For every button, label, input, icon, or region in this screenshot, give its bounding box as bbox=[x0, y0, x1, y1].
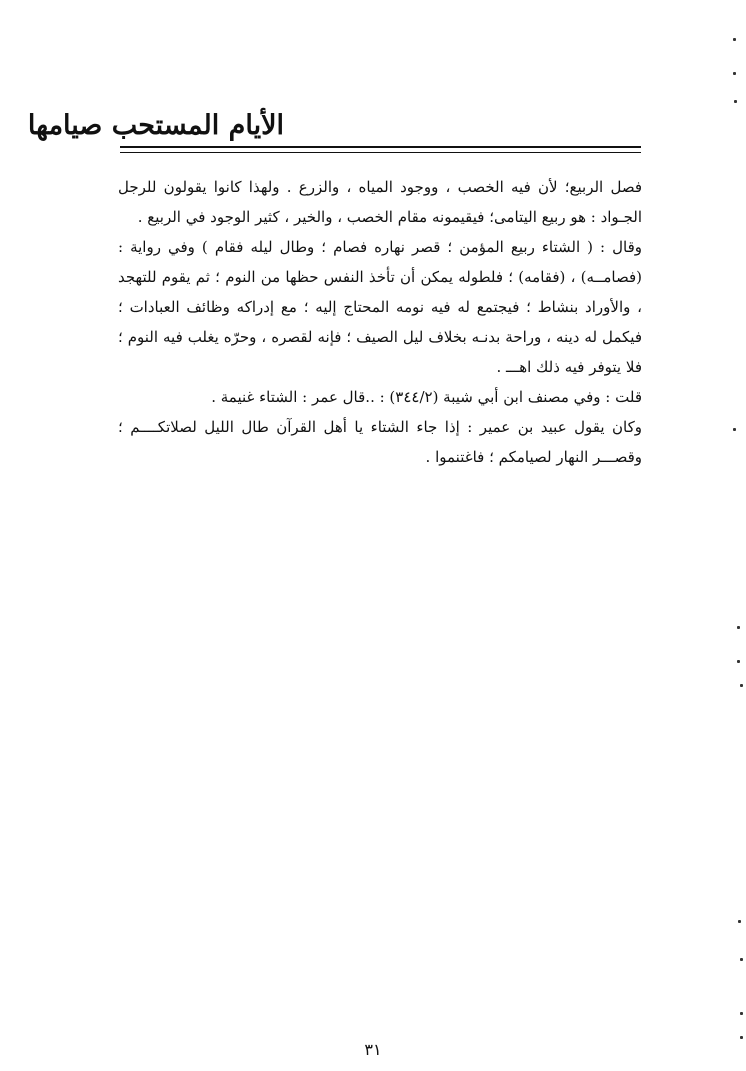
scan-speck bbox=[740, 1012, 743, 1015]
scan-speck bbox=[737, 660, 740, 663]
header-rule-thick bbox=[120, 146, 641, 148]
scan-speck bbox=[738, 920, 741, 923]
paragraph-2: وقال : ( الشتاء ربيع المؤمن ؛ قصر نهاره فصام ؛ وطال ليله فقام ) وفي رواية : (فصامــه) ، (فقامه) ؛ فلطوله يمكن أن تأخذ النفس حظها من النوم ؛ ثم يقوم للتهجد ، والأوراد بنشاط ؛ فيجتمع له فيه نومه المحتاج إليه ؛ مع إدراكه وظائف العبادات ؛ فيكمل له دينه ، وراحة بدنـه بخلاف ليل الصيف ؛ فإنه لقصره ، وحرّه يغلب فيه النوم ؛ فلا يتوفر فيه ذلك اهـــ . bbox=[118, 238, 642, 376]
body-text bbox=[118, 172, 642, 472]
paragraph-4: وكان يقول عبيد بن عمير : إذا جاء الشتاء يا أهل القرآن طال الليل لصلاتكــــم ؛ وقصـــر النهار لصيامكم ؛ فاغتنموا . bbox=[118, 418, 642, 466]
scan-speck bbox=[734, 100, 737, 103]
scan-speck bbox=[733, 72, 736, 75]
scan-speck bbox=[733, 428, 736, 431]
scan-speck bbox=[733, 38, 736, 41]
paragraph-1: فصل الربيع؛ لأن فيه الخصب ، ووجود المياه ، والزرع . ولهذا كانوا يقولون للرجل الجـواد : هو ربيع اليتامى؛ فيقيمونه مقام الخصب ، والخير ، كثير الوجود في الربيع . bbox=[118, 178, 642, 226]
scan-speck bbox=[740, 684, 743, 687]
scan-speck bbox=[740, 1036, 743, 1039]
header-rule-thin bbox=[120, 152, 641, 153]
page-title: الأيام المستحب صيامها bbox=[27, 110, 284, 141]
paragraph-3: قلت : وفي مصنف ابن أبي شيبة (٣٤٤/٢) : ..قال عمر : الشتاء غنيمة . bbox=[211, 388, 642, 406]
scan-speck bbox=[740, 958, 743, 961]
page-number: ٣١ bbox=[364, 1040, 382, 1059]
scan-speck bbox=[737, 626, 740, 629]
